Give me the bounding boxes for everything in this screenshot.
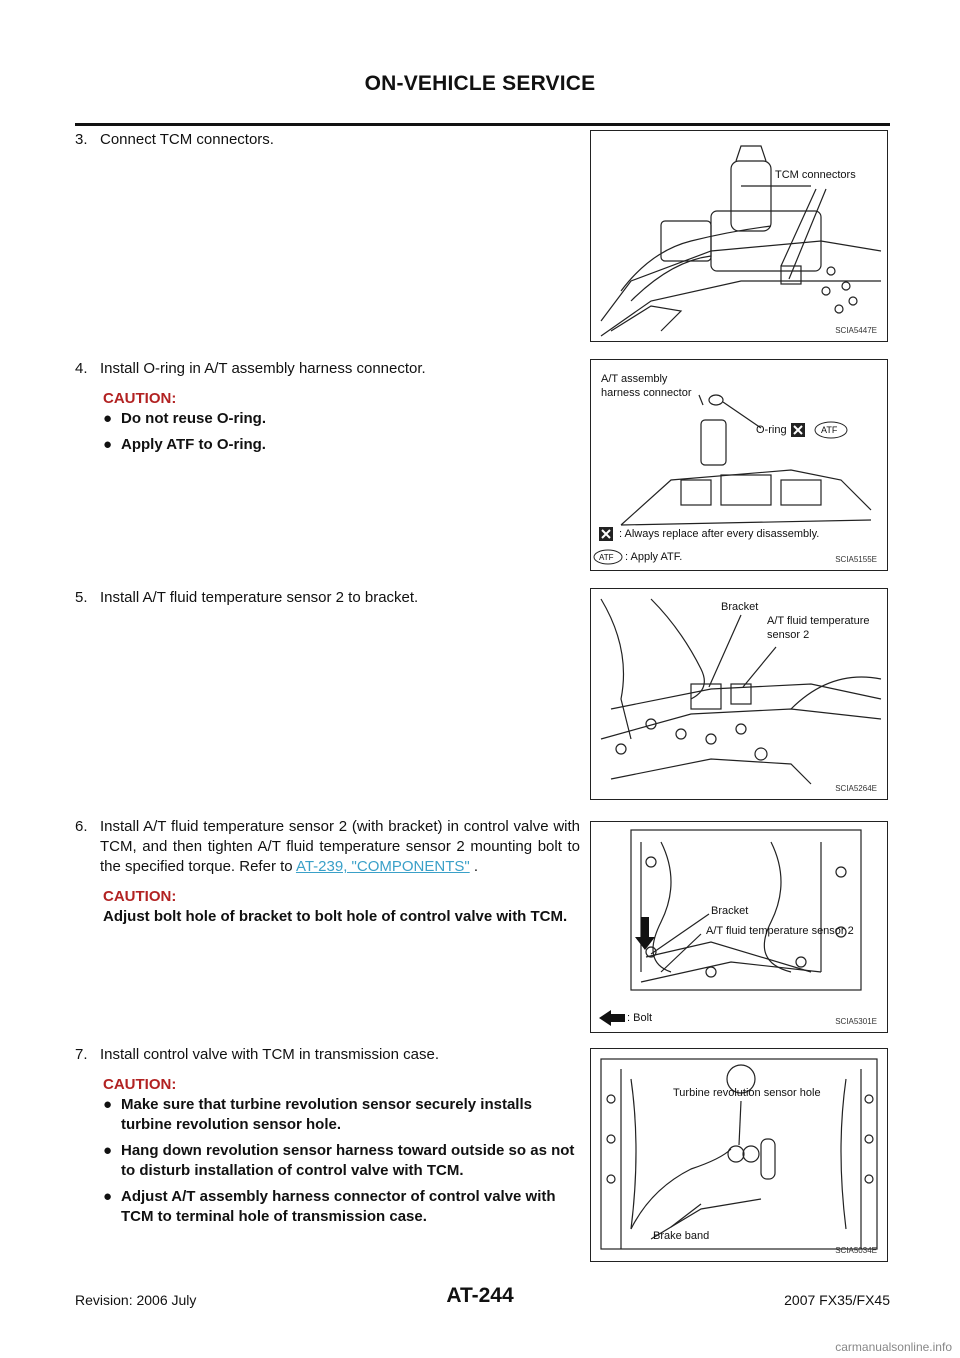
figure-label: O-ring (756, 424, 787, 436)
step-number: 4. (75, 360, 88, 377)
caution-heading: CAUTION: (103, 1076, 177, 1093)
figure-label: A/T fluid temperature (767, 615, 870, 627)
step-number: 3. (75, 131, 88, 148)
figure-transmission-case (590, 1048, 888, 1262)
legend-text: : Always replace after every disassembly. (619, 528, 820, 540)
figure-code: SCIA5301E (835, 1017, 877, 1026)
figure-label: TCM connectors (775, 169, 856, 181)
bolt-legend-icon (599, 1010, 625, 1026)
step-4 (75, 359, 580, 455)
caution-bullet: ● Do not reuse O-ring. (103, 410, 267, 427)
reference-link[interactable]: AT-239, "COMPONENTS" (295, 858, 470, 875)
step-text: Connect TCM connectors. (100, 131, 274, 148)
step-number: 5. (75, 589, 88, 606)
figure-label: Brake band (653, 1230, 710, 1242)
step-text: Install A/T fluid temperature sensor 2 to bracket. (100, 589, 419, 606)
figure-sensor-bracket (590, 588, 888, 800)
atf-badge: ATF (599, 553, 614, 562)
bullet-icon: ● (103, 410, 113, 427)
step-text: Install A/T fluid temperature sensor 2 (with bracket) in control valve with TCM, and then tighten A/T fluid temperature sensor 2 mounting bolt to the specified torque. Refer to (100, 818, 580, 875)
figure-code: SCIA5447E (835, 326, 877, 335)
step-3 (75, 130, 580, 150)
figure-label: sensor 2 (767, 629, 810, 641)
footer-revision: Revision: 2006 July (75, 1292, 197, 1308)
figure-code: SCIA5264E (835, 784, 877, 793)
page-title: ON-VEHICLE SERVICE (364, 72, 596, 95)
figure-label: Bracket (711, 905, 749, 917)
step-number: 6. (75, 818, 88, 835)
figure-label: harness connector (601, 387, 692, 399)
step-6: 6. Install A/T fluid temperature sensor 2 (with bracket) in control valve with TCM, and then tighten A/T fluid temperature sensor 2 mounting bolt to the specified torque. Refer to AT-239, "COMPONENTS" . CAUTION: Adjust bolt hole of bracket to bolt hole of control valve with TCM. (75, 818, 580, 925)
figure-label: : Bolt (627, 1012, 653, 1024)
atf-badge: ATF (821, 425, 838, 435)
bolt-arrow-icon (635, 917, 655, 950)
footer-model: 2007 FX35/FX45 (784, 1292, 890, 1308)
bullet-icon: ● (103, 436, 113, 453)
figure-o-ring (590, 359, 888, 571)
bullet-icon: ● (103, 1142, 113, 1159)
figure-label: A/T fluid temperature sensor 2 (706, 925, 854, 937)
caution-bullet: ● Hang down revolution sensor harness toward outside so as not to disturb installation of control valve with TCM. (103, 1142, 575, 1179)
figure-tcm-connectors (590, 130, 888, 342)
step-text: Install control valve with TCM in transmission case. (100, 1046, 440, 1063)
step-5 (75, 588, 580, 608)
caution-heading: CAUTION: (103, 888, 177, 905)
caution-bullet: ● Adjust A/T assembly harness connector of control valve with TCM to terminal hole of transmission case. (103, 1188, 556, 1225)
caution-text: Adjust bolt hole of bracket to bolt hole of control valve with TCM. (103, 908, 568, 925)
caution-bullet: ● Make sure that turbine revolution sensor securely installs turbine revolution sensor hole. (103, 1096, 532, 1133)
bullet-icon: ● (103, 1096, 113, 1113)
bullet-icon: ● (103, 1188, 113, 1205)
figure-label: A/T assembly (601, 373, 668, 385)
legend-text: : Apply ATF. (625, 551, 683, 563)
figure-label: Turbine revolution sensor hole (673, 1087, 821, 1099)
page-number: AT-244 (446, 1284, 514, 1307)
figure-code: SCIA5155E (835, 555, 877, 564)
step-text: Install O-ring in A/T assembly harness connector. (100, 360, 426, 377)
figure-control-valve (590, 821, 888, 1033)
watermark: carmanualsonline.info (835, 1340, 952, 1354)
figure-label: Bracket (721, 601, 759, 613)
caution-bullet: ● Apply ATF to O-ring. (103, 436, 266, 453)
figure-code: SCIA5034E (835, 1246, 877, 1255)
caution-heading: CAUTION: (103, 390, 177, 407)
step-7 (75, 1045, 580, 1227)
tcm-connectors-illustration (591, 131, 887, 341)
header-rule (75, 123, 890, 126)
transmission-case-illustration (591, 1049, 887, 1261)
step-number: 7. (75, 1046, 88, 1063)
